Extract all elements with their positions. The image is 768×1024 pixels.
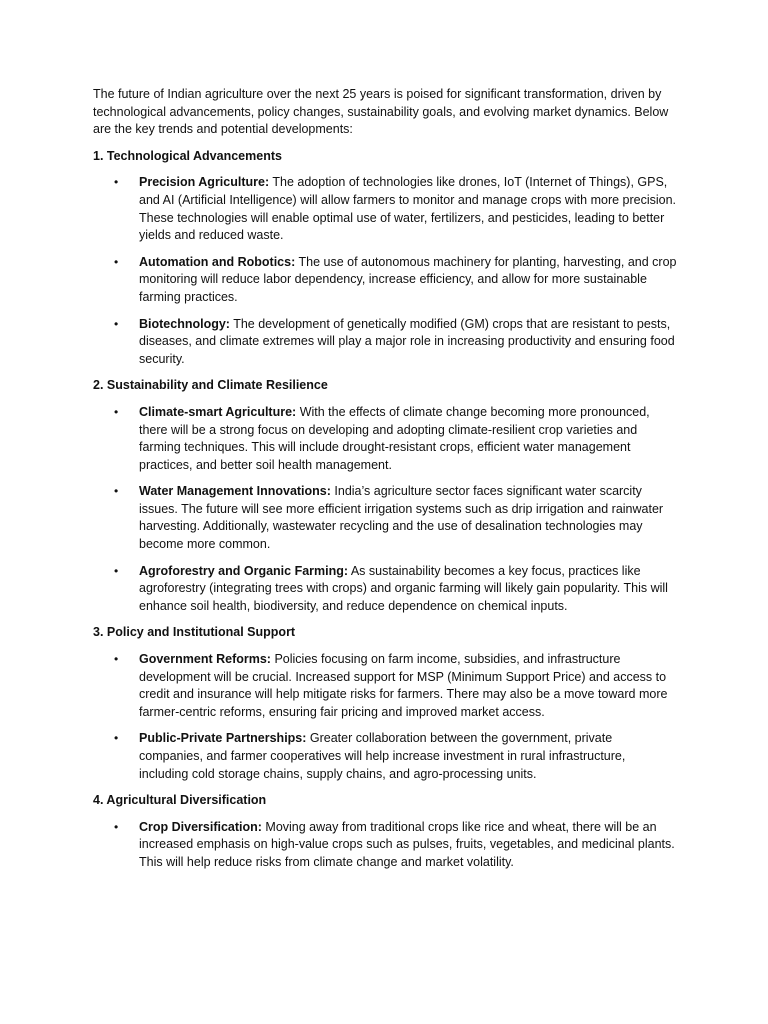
list-item-lead: Crop Diversification: xyxy=(139,819,262,834)
list-item-text: With the effects of climate change becoming more pronounced, there will be a strong focus on developing and adopting climate-resilient crop varieties and farming techniques. This will include drought-resistant crops, efficient water management practices, and better soil health management. xyxy=(139,404,650,472)
list-item xyxy=(93,819,678,872)
list-item xyxy=(93,651,678,721)
list-item xyxy=(93,563,678,616)
intro-paragraph: The future of Indian agriculture over the next 25 years is poised for significant transformation, driven by technological advancements, policy changes, sustainability goals, and evolving market dynamics. Below are the key trends and potential developments: xyxy=(93,87,669,137)
list-item-lead: Water Management Innovations: xyxy=(139,484,331,499)
list-item-text: India’s agriculture sector faces significant water scarcity issues. The future will see more efficient irrigation systems such as drip irrigation and rainwater harvesting. Additionally, wastewater recycling and the use of desalination technologies may become more common. xyxy=(139,484,664,552)
bullet-icon: • xyxy=(114,316,119,331)
sections-container xyxy=(93,148,678,872)
bullet-icon: • xyxy=(114,175,119,190)
list-item-lead: Government Reforms: xyxy=(139,652,271,667)
list-item-lead: Climate-smart Agriculture: xyxy=(139,404,297,419)
bullet-icon: • xyxy=(114,731,119,746)
section-heading: 4. Agricultural Diversification xyxy=(93,793,267,808)
list-item-lead: Biotechnology: xyxy=(139,316,230,331)
list-item xyxy=(93,254,678,307)
bullet-icon: • xyxy=(114,484,119,499)
section-heading: 3. Policy and Institutional Support xyxy=(93,625,296,640)
list-item-text: The adoption of technologies like drones, IoT (Internet of Things), GPS, and AI (Artificial Intelligence) will allow farmers to monitor and manage crops with more precision. These technologies will enable optimal use of water, fertilizers, and pesticides, leading to better yields and reduced waste. xyxy=(139,175,677,243)
list-item xyxy=(93,174,678,244)
bullet-icon: • xyxy=(114,254,119,269)
list-item-lead: Agroforestry and Organic Farming: xyxy=(139,563,349,578)
list-item-lead: Precision Agriculture: xyxy=(139,175,270,190)
bullet-list xyxy=(93,651,678,783)
bullet-icon: • xyxy=(114,652,119,667)
bullet-icon: • xyxy=(114,404,119,419)
bullet-icon: • xyxy=(114,563,119,578)
list-item xyxy=(93,730,678,783)
list-item xyxy=(93,404,678,474)
section-heading: 2. Sustainability and Climate Resilience xyxy=(93,378,328,393)
list-item xyxy=(93,316,678,369)
bullet-icon: • xyxy=(114,819,119,834)
bullet-list xyxy=(93,174,678,368)
list-item-text: Moving away from traditional crops like rice and wheat, there will be an increased emphasis on high-value crops such as pulses, fruits, vegetables, and medicinal plants. This will help reduce risks from climate change and market volatility. xyxy=(139,819,675,869)
section-heading: 1. Technological Advancements xyxy=(93,148,282,163)
list-item-lead: Automation and Robotics: xyxy=(139,254,296,269)
list-item-text: Policies focusing on farm income, subsidies, and infrastructure development will be crucial. Increased support for MSP (Minimum Support Price) and access to credit and insurance will help mitigate risks for farmers. There may also be a move toward more farmer-centric reforms, ensuring fair pricing and improved market access. xyxy=(139,652,668,719)
bullet-list xyxy=(93,404,678,616)
list-item-text: The development of genetically modified (GM) crops that are resistant to pests, diseases, and climate extremes will play a major role in increasing productivity and ensuring food security. xyxy=(139,316,675,366)
list-item-text: Greater collaboration between the government, private companies, and farmer cooperatives will help increase investment in rural infrastructure, including cold storage chains, supply chains, and agro-processing units. xyxy=(139,731,626,781)
bullet-list xyxy=(93,819,678,872)
list-item xyxy=(93,483,678,553)
list-item-text: As sustainability becomes a key focus, practices like agroforestry (integrating trees with crops) and organic farming will likely gain popularity. This will enhance soil health, biodiversity, and reduce dependence on chemical inputs. xyxy=(139,563,668,613)
list-item-text: The use of autonomous machinery for planting, harvesting, and crop monitoring will reduce labor dependency, increase efficiency, and allow for more sustainable farming practices. xyxy=(139,254,677,304)
list-item-lead: Public-Private Partnerships: xyxy=(139,731,307,746)
